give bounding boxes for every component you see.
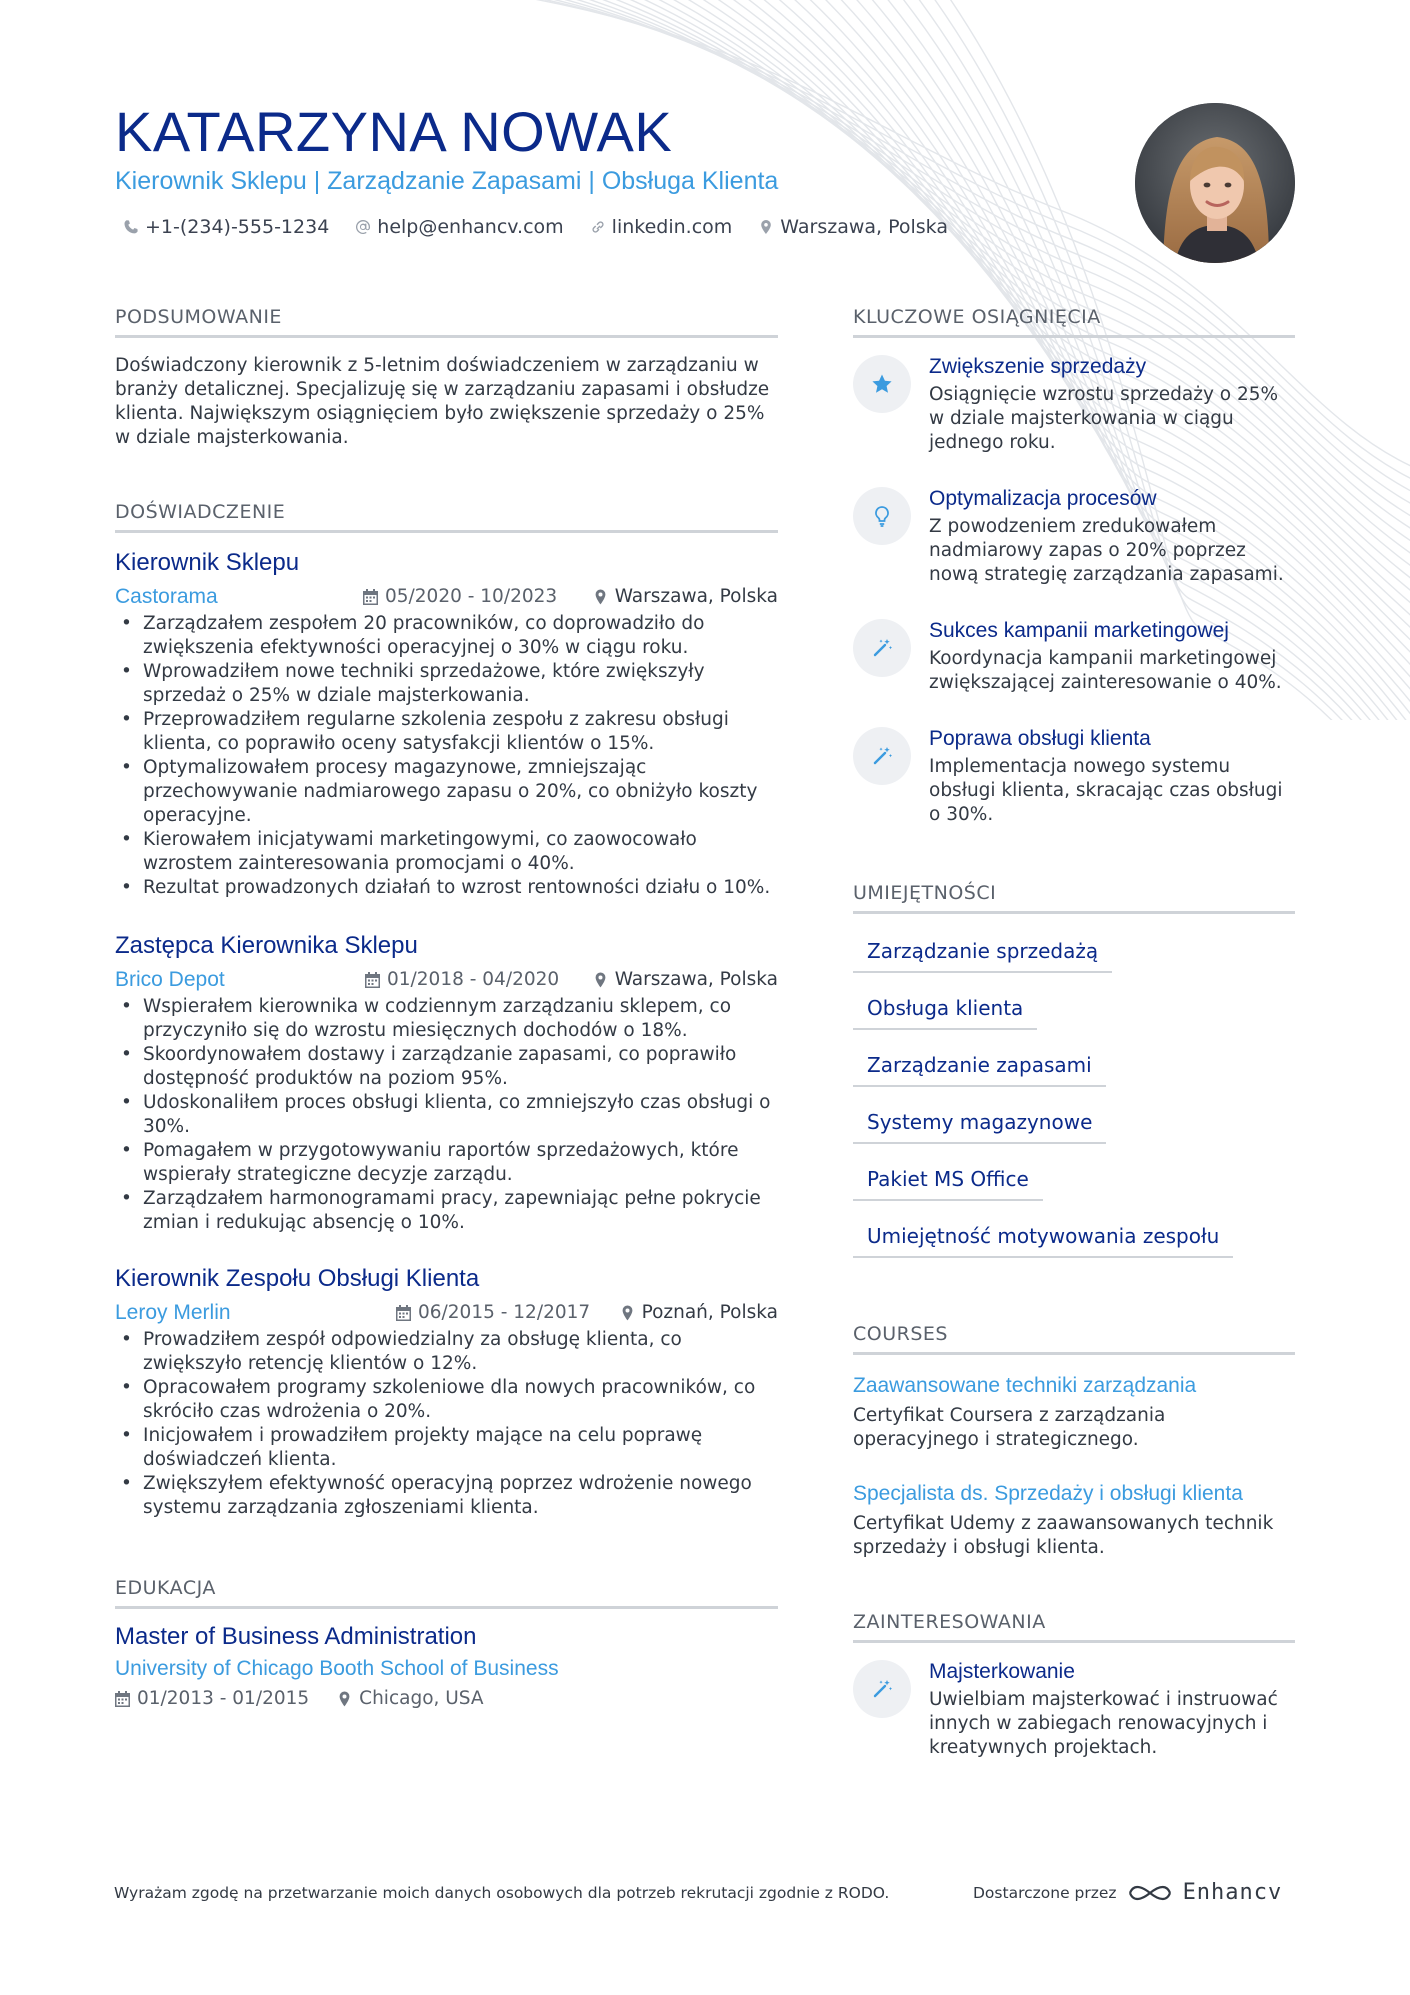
job-dates-text: 06/2015 - 12/2017 <box>418 1302 591 1323</box>
achievement-title: Zwiększenie sprzedaży <box>929 355 1147 378</box>
lightbulb-icon <box>870 504 894 528</box>
interest-desc: Uwielbiam majsterkować i instruować innych w zabiegach renowacyjnych i kreatywnych projektach. <box>929 1689 1278 1758</box>
star-icon <box>870 372 894 396</box>
email-text: help@enhancv.com <box>377 216 564 238</box>
achievement-item <box>853 353 1295 455</box>
section-title-summary: PODSUMOWANIE <box>115 305 778 338</box>
job-title: Kierownik Zespołu Obsługi Klienta <box>115 1265 480 1292</box>
job-location-text: Warszawa, Polska <box>614 586 778 607</box>
school-name: University of Chicago Booth School of Business <box>115 1657 559 1680</box>
course-title: Specjalista ds. Sprzedaży i obsługi klienta <box>853 1482 1243 1505</box>
skill-tag: Obsługa klienta <box>853 994 1037 1030</box>
summary-text: Doświadczony kierownik z 5-letnim doświadczeniem w zarządzaniu w branży detalicznej. Specjalizuję się w zarządzaniu zapasami i obsłudze klienta. Największym osiągnięciem było zwiększenie sprzedaży o 25% w dziale majsterkowania. <box>115 355 770 448</box>
map-pin-icon <box>758 219 774 235</box>
bullet-item: • Inicjowałem i prowadziłem projekty mające na celu poprawę doświadczeń klienta. <box>115 1424 778 1472</box>
section-title-achievements: KLUCZOWE OSIĄGNIĘCIA <box>853 305 1295 338</box>
bullet-item: • Udoskonaliłem proces obsługi klienta, co zmniejszyło czas obsługi o 30%. <box>115 1091 778 1139</box>
section-title-experience: DOŚWIADCZENIE <box>115 500 778 533</box>
candidate-name: KATARZYNA NOWAK <box>115 100 673 163</box>
achievement-item <box>853 485 1295 587</box>
education-dates-text: 01/2013 - 01/2015 <box>137 1688 310 1709</box>
degree: Master of Business Administration <box>115 1623 477 1650</box>
job-dates-text: 01/2018 - 04/2020 <box>387 969 560 990</box>
achievement-item <box>853 617 1295 695</box>
job-location <box>593 584 778 610</box>
bullet-item: • Wspierałem kierownika w codziennym zarządzaniu sklepem, co przyczyniło się do wzrostu miesięcznych dochodów o 18%. <box>115 995 778 1043</box>
course-desc: Certyfikat Coursera z zarządzania operacyjnego i strategicznego. <box>853 1405 1166 1450</box>
skill-tag: Pakiet MS Office <box>853 1165 1043 1201</box>
company-name: Brico Depot <box>115 968 225 991</box>
job-dates <box>365 967 559 993</box>
bullet-item: • Przeprowadziłem regularne szkolenia zespołu z zakresu obsługi klienta, co poprawiło oceny satysfakcji klientów o 15%. <box>115 708 778 756</box>
achievement-title: Sukces kampanii marketingowej <box>929 619 1229 642</box>
bullet-item: • Rezultat prowadzonych działań to wzrost rentowności działu o 10%. <box>115 876 778 900</box>
map-pin-icon <box>620 1305 635 1321</box>
job-title: Zastępca Kierownika Sklepu <box>115 932 418 959</box>
education-location <box>337 1686 483 1712</box>
skill-tag: Systemy magazynowe <box>853 1108 1106 1144</box>
magic-wand-icon <box>870 636 894 660</box>
bullet-item: • Wprowadziłem nowe techniki sprzedażowe, które zwiększyły sprzedaż o 25% w dziale majsterkowania. <box>115 660 778 708</box>
footer-branding <box>973 1880 1282 1905</box>
bullet-item: • Zwiększyłem efektywność operacyjną poprzez wdrożenie nowego systemu zarządzania zgłoszeniami klienta. <box>115 1472 778 1520</box>
headline: Kierownik Sklepu | Zarządzanie Zapasami | Obsługa Klienta <box>115 167 779 195</box>
contact-bar <box>123 214 948 240</box>
course-item <box>853 1480 1295 1560</box>
company-name: Leroy Merlin <box>115 1301 231 1324</box>
achievement-desc: Implementacja nowego systemu obsługi klienta, skracając czas obsługi o 30%. <box>929 756 1283 825</box>
skill-tag: Zarządzanie zapasami <box>853 1051 1106 1087</box>
job-dates <box>363 584 557 610</box>
job-dates-text: 05/2020 - 10/2023 <box>385 586 558 607</box>
job-entry <box>115 1264 778 1520</box>
education-dates <box>115 1686 309 1712</box>
map-pin-icon <box>337 1691 352 1707</box>
link-icon <box>590 219 606 235</box>
course-title: Zaawansowane techniki zarządzania <box>853 1374 1197 1397</box>
job-dates <box>396 1300 590 1326</box>
calendar-icon <box>365 972 380 988</box>
gdpr-consent: Wyrażam zgodę na przetwarzanie moich danych osobowych dla potrzeb rekrutacji zgodnie z RODO. <box>114 1884 890 1902</box>
enhancv-logo-icon <box>1127 1882 1173 1904</box>
skill-tag: Umiejętność motywowania zespołu <box>853 1222 1233 1258</box>
job-location <box>620 1300 778 1326</box>
company-name: Castorama <box>115 585 218 608</box>
calendar-icon <box>396 1305 411 1321</box>
at-sign-icon <box>355 219 371 235</box>
phone-icon <box>123 219 139 235</box>
job-entry <box>115 548 778 900</box>
job-location <box>593 967 778 993</box>
bullet-item: • Prowadziłem zespół odpowiedzialny za obsługę klienta, co zwiększyło retencję klientów o 12%. <box>115 1328 778 1376</box>
calendar-icon <box>363 589 378 605</box>
section-title-courses: COURSES <box>853 1322 1295 1355</box>
phone-text: +1-(234)-555-1234 <box>145 216 330 238</box>
section-title-education: EDUKACJA <box>115 1576 778 1609</box>
job-bullets <box>115 1328 778 1520</box>
calendar-icon <box>115 1691 130 1707</box>
bullet-item: • Pomagałem w przygotowywaniu raportów sprzedażowych, które wspierały strategiczne decyzje zarządu. <box>115 1139 778 1187</box>
magic-wand-icon <box>870 1677 894 1701</box>
course-item <box>853 1372 1295 1452</box>
job-entry <box>115 931 778 1235</box>
contact-email[interactable] <box>355 214 563 240</box>
bullet-item: • Zarządzałem harmonogramami pracy, zapewniając pełne pokrycie zmian i redukując absencję o 10%. <box>115 1187 778 1235</box>
skill-tag: Zarządzanie sprzedażą <box>853 937 1112 973</box>
contact-location <box>758 214 948 240</box>
achievement-title: Poprawa obsługi klienta <box>929 727 1151 750</box>
job-bullets <box>115 995 778 1235</box>
interest-title: Majsterkowanie <box>929 1660 1075 1683</box>
bullet-item: • Skoordynowałem dostawy i zarządzanie zapasami, co poprawiło dostępność produktów na poziom 95%. <box>115 1043 778 1091</box>
course-desc: Certyfikat Udemy z zaawansowanych technik sprzedaży i obsługi klienta. <box>853 1513 1274 1558</box>
achievement-desc: Osiągnięcie wzrostu sprzedaży o 25% w dziale majsterkowania w ciągu jednego roku. <box>929 384 1279 453</box>
linkedin-text: linkedin.com <box>611 216 733 238</box>
job-bullets <box>115 612 778 900</box>
provided-by-label: Dostarczone przez <box>973 1883 1117 1902</box>
education-location-text: Chicago, USA <box>359 1688 484 1709</box>
section-title-interests: ZAINTERESOWANIA <box>853 1610 1295 1643</box>
bullet-item: • Optymalizowałem procesy magazynowe, zmniejszając przechowywanie nadmiarowego zapasu o 20%, co obniżyło koszty operacyjne. <box>115 756 778 828</box>
interest-item <box>853 1658 1295 1760</box>
contact-linkedin[interactable] <box>590 214 733 240</box>
brand-name[interactable]: Enhancv <box>1182 1880 1283 1905</box>
job-location-text: Poznań, Polska <box>641 1302 778 1323</box>
bullet-item: • Kierowałem inicjatywami marketingowymi, co zaowocowało wzrostem zainteresowania promocjami o 40%. <box>115 828 778 876</box>
map-pin-icon <box>593 972 608 988</box>
achievement-desc: Z powodzeniem zredukowałem nadmiarowy zapas o 20% poprzez nową strategię zarządzania zapasami. <box>929 516 1284 585</box>
job-title: Kierownik Sklepu <box>115 549 300 576</box>
achievement-title: Optymalizacja procesów <box>929 487 1157 510</box>
map-pin-icon <box>593 589 608 605</box>
section-title-skills: UMIEJĘTNOŚCI <box>853 881 1295 914</box>
profile-photo <box>1135 103 1295 263</box>
bullet-item: • Zarządzałem zespołem 20 pracowników, co doprowadziło do zwiększenia efektywności operacyjnej o 30% w ciągu roku. <box>115 612 778 660</box>
bullet-item: • Opracowałem programy szkoleniowe dla nowych pracowników, co skróciło czas wdrożenia o 20%. <box>115 1376 778 1424</box>
location-text: Warszawa, Polska <box>780 216 948 238</box>
contact-phone[interactable] <box>123 214 329 240</box>
achievement-desc: Koordynacja kampanii marketingowej zwiększającej zainteresowanie o 40%. <box>929 648 1282 693</box>
magic-wand-icon <box>870 744 894 768</box>
education-entry <box>115 1622 778 1712</box>
job-location-text: Warszawa, Polska <box>614 969 778 990</box>
achievement-item <box>853 725 1295 827</box>
